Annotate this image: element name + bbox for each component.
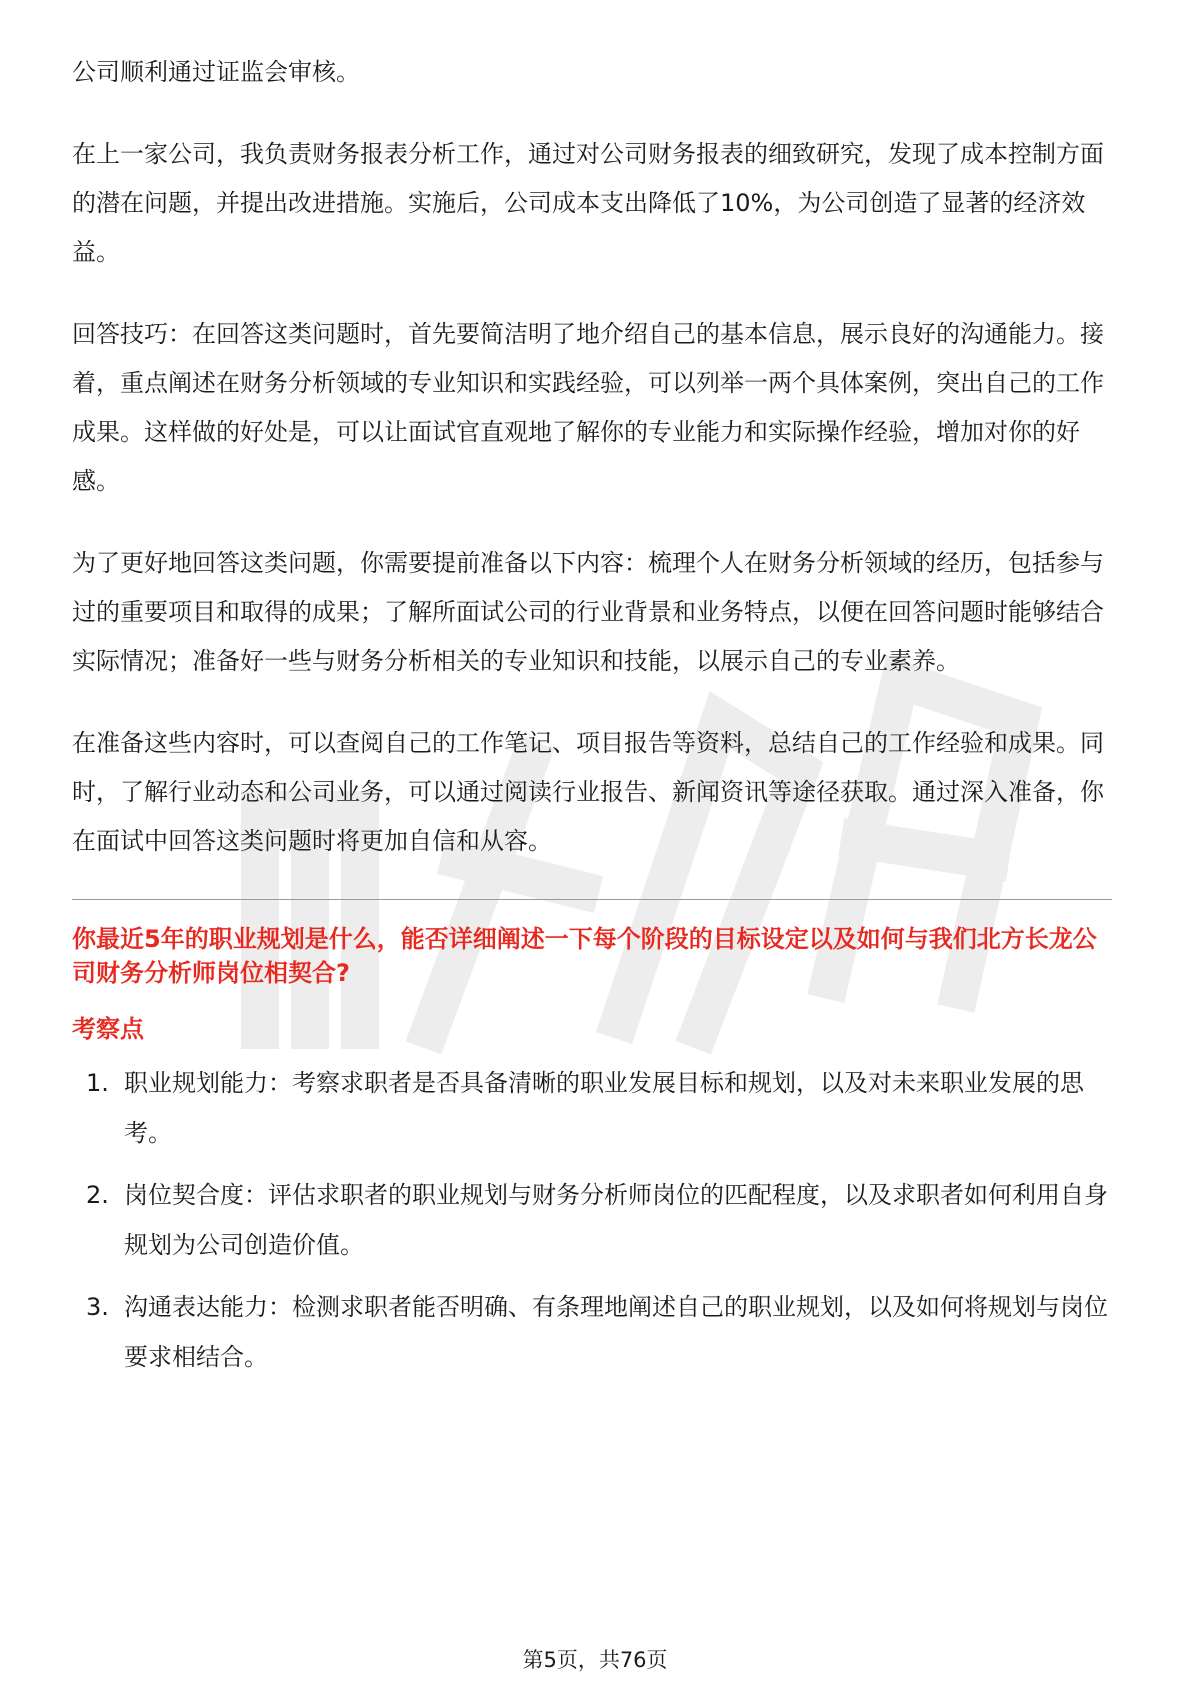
paragraph-intro-end: 公司顺利通过证监会审核。 xyxy=(72,58,360,86)
list-item xyxy=(72,1058,1112,1158)
page-footer: 第5页，共76页 xyxy=(522,1648,668,1672)
list-item-text: 职业规划能力：考察求职者是否具备清晰的职业发展目标和规划，以及对未来职业发展的思考。 xyxy=(124,1069,1084,1147)
list-item-text: 沟通表达能力：检测求职者能否明确、有条理地阐述自己的职业规划，以及如何将规划与岗位要求相结合。 xyxy=(124,1293,1108,1371)
paragraph-preparation-methods: 在准备这些内容时，可以查阅自己的工作笔记、项目报告等资料，总结自己的工作经验和成果。同时，了解行业动态和公司业务，可以通过阅读行业报告、新闻资讯等途径获取。通过深入准备，你在面试中回答这类问题时将更加自信和从容。 xyxy=(72,729,1104,855)
list-item-text: 岗位契合度：评估求职者的职业规划与财务分析师岗位的匹配程度，以及求职者如何利用自身规划为公司创造价值。 xyxy=(124,1181,1108,1259)
list-item xyxy=(72,1282,1112,1382)
section-divider xyxy=(72,899,1112,900)
list-item-number: 3. xyxy=(86,1293,109,1321)
paragraph-experience: 在上一家公司，我负责财务报表分析工作，通过对公司财务报表的细致研究，发现了成本控制方面的潜在问题，并提出改进措施。实施后，公司成本支出降低了10%，为公司创造了显著的经济效益。 xyxy=(72,140,1104,266)
section-label-key-points: 考察点 xyxy=(72,1015,144,1043)
key-points-list xyxy=(72,1058,1112,1382)
list-item-number: 1. xyxy=(86,1069,109,1097)
list-item-number: 2. xyxy=(86,1181,109,1209)
interview-question: 你最近5年的职业规划是什么，能否详细阐述一下每个阶段的目标设定以及如何与我们北方长龙公司财务分析师岗位相契合? xyxy=(72,925,1097,987)
list-item xyxy=(72,1170,1112,1270)
main-content xyxy=(72,48,1112,1394)
paragraph-answer-tips: 回答技巧：在回答这类问题时，首先要简洁明了地介绍自己的基本信息，展示良好的沟通能力。接着，重点阐述在财务分析领域的专业知识和实践经验，可以列举一两个具体案例，突出自己的工作成果。这样做的好处是，可以让面试官直观地了解你的专业能力和实际操作经验，增加对你的好感。 xyxy=(72,320,1104,495)
paragraph-preparation: 为了更好地回答这类问题，你需要提前准备以下内容：梳理个人在财务分析领域的经历，包括参与过的重要项目和取得的成果；了解所面试公司的行业背景和业务特点，以便在回答问题时能够结合实际情况；准备好一些与财务分析相关的专业知识和技能，以展示自己的专业素养。 xyxy=(72,549,1104,675)
